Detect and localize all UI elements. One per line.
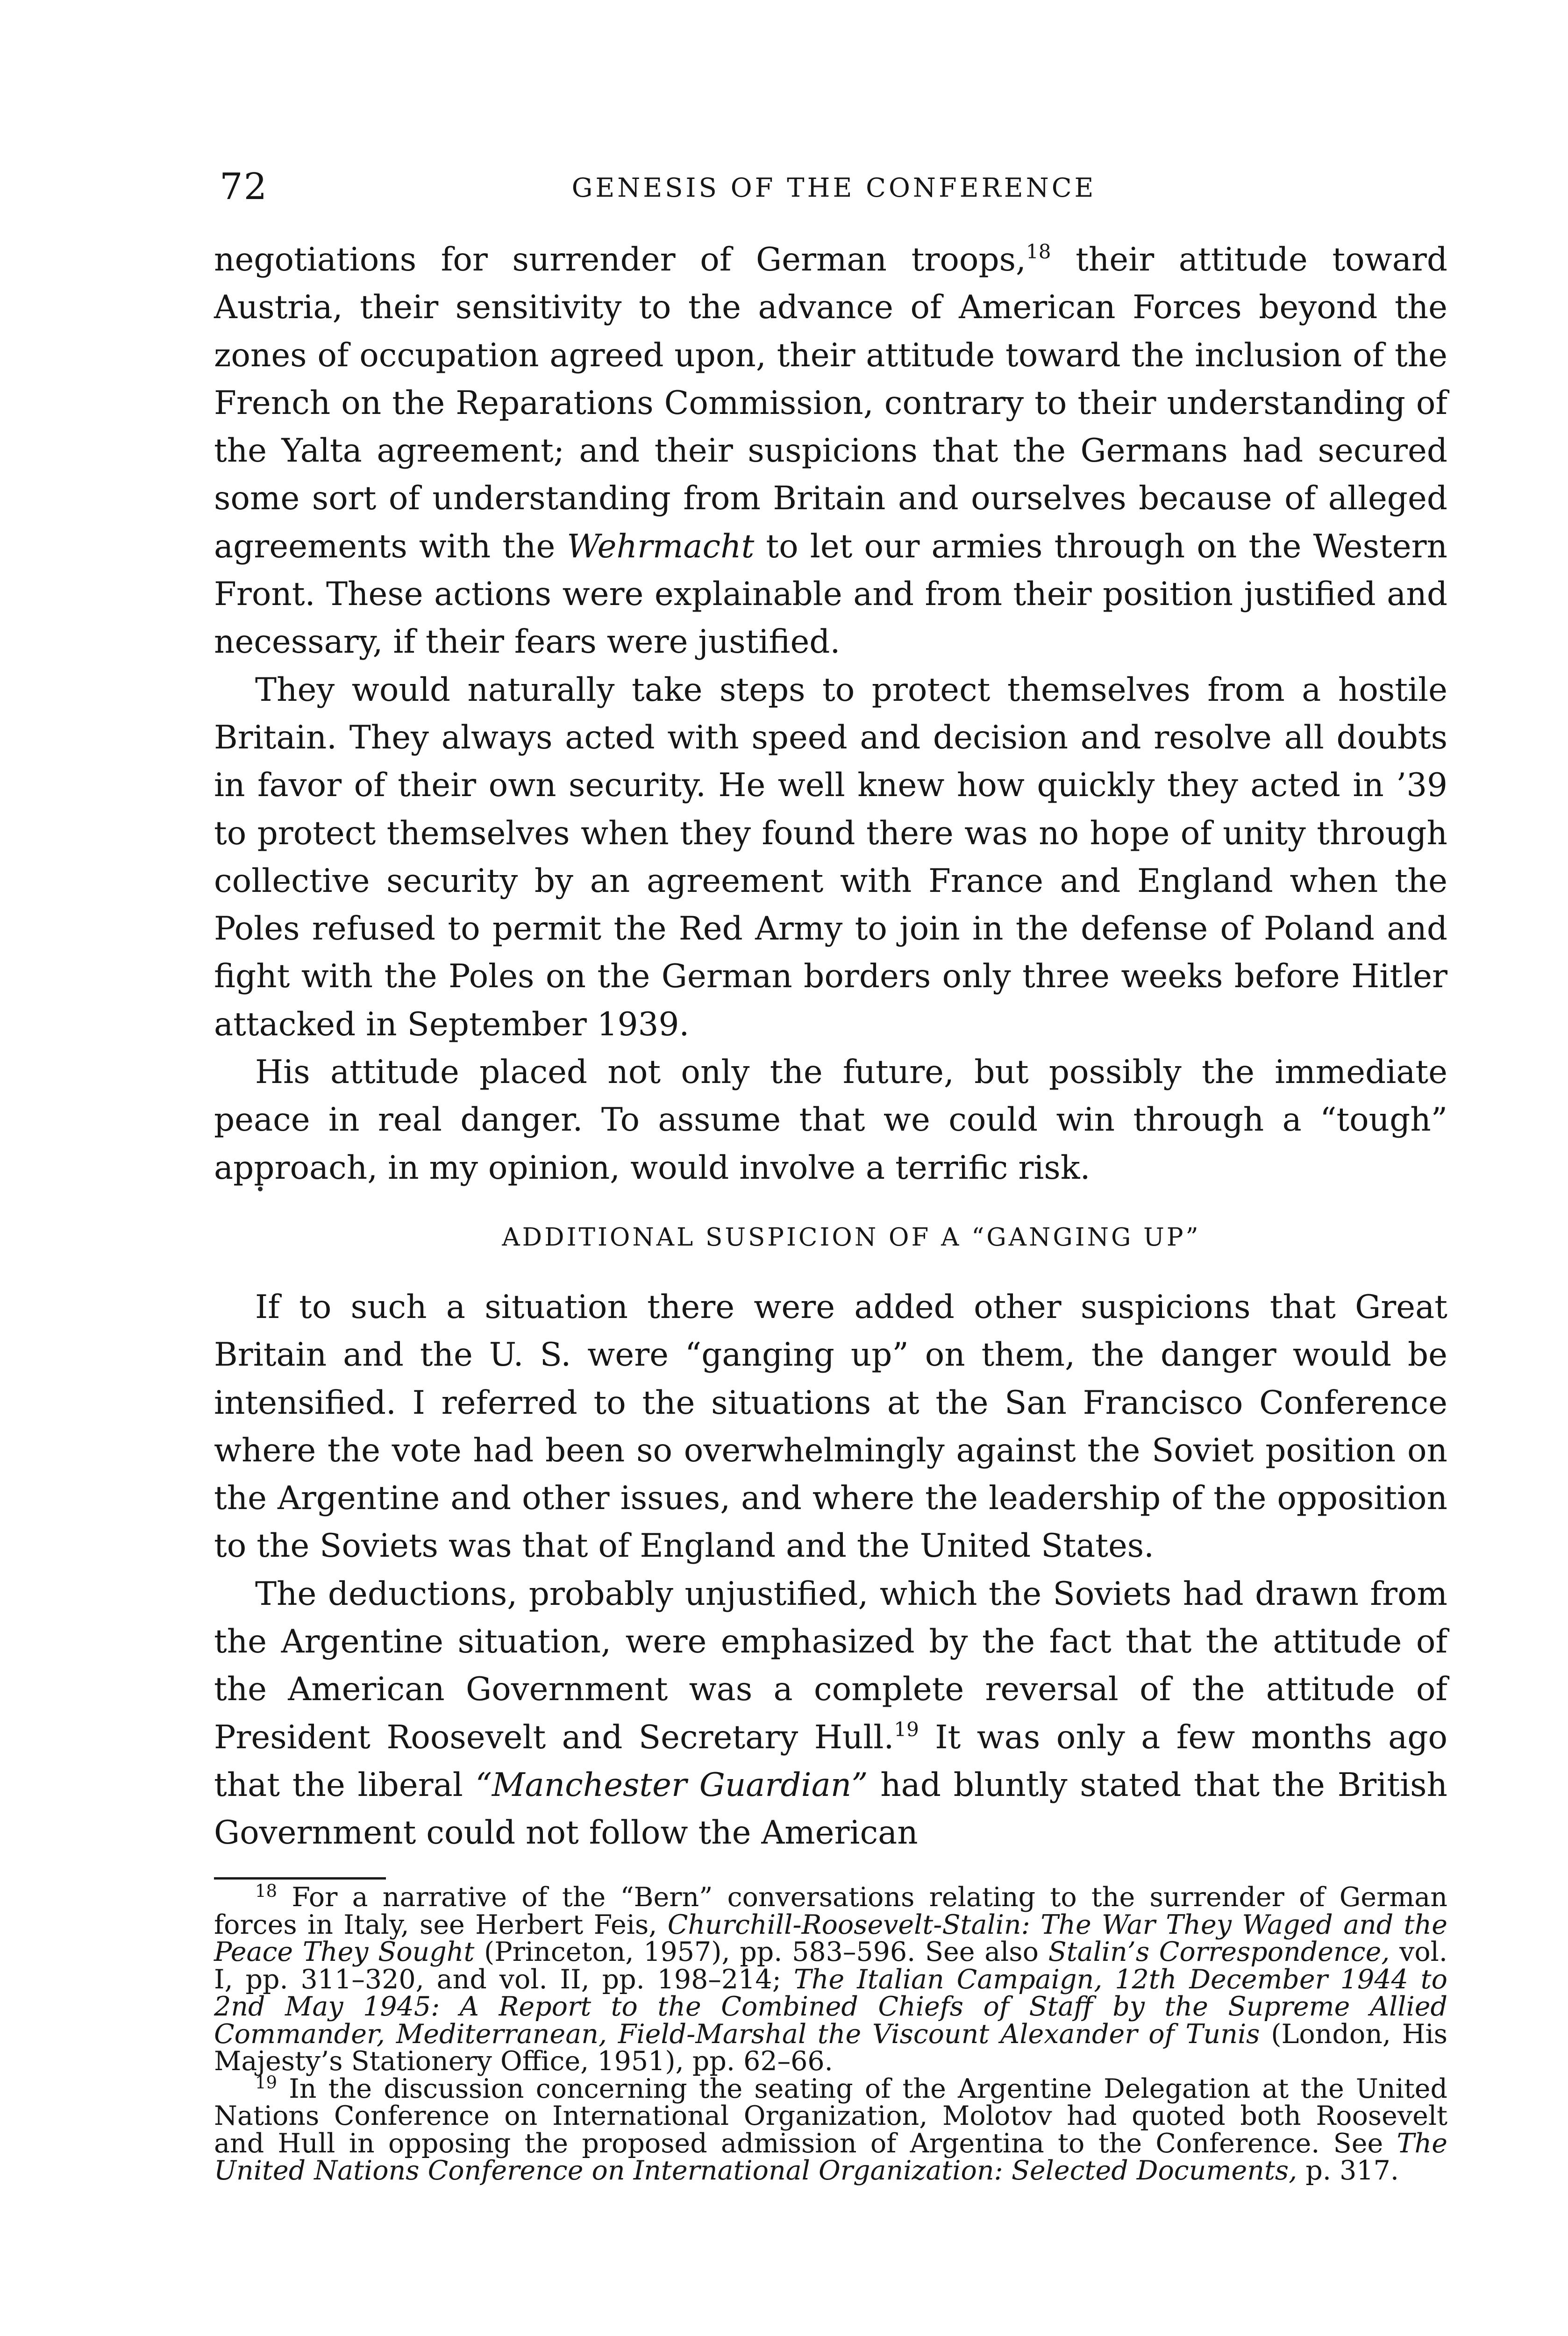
paragraph-3: His attitude placed not only the future, but possibly the immediate peace in real danger. To assume that we could win through a “tough” approach, in my opinion, would involve a terrific risk.	[214, 1054, 1447, 1187]
footnote-ref-19: 19	[894, 1717, 919, 1741]
footnote-18	[214, 1881, 1447, 2077]
footnote-18-text-b: (Princeton, 1957), pp. 583–596. See also	[474, 1937, 1048, 1967]
paragraph-5-text-b: It was only a few months ago that the liberal	[214, 1718, 1447, 1804]
footnote-rule	[214, 1877, 386, 1880]
footnote-19-italic-1: The United Nations Conference on International Organization: Selected Documents,	[214, 2128, 1447, 2186]
paragraph-2: They would naturally take steps to protect themselves from a hostile Britain. They always acted with speed and decision and resolve all doubts in favor of their own security. He well knew how quickly they acted in ’39 to protect themselves when they found there was no hope of unity through collective security by an agreement with France and England when the Poles refused to permit the Red Army to join in the defense of Poland and fight with the Poles on the German borders only three weeks before Hitler attacked in September 1939.	[214, 671, 1447, 1043]
page-number: 72	[220, 166, 268, 208]
footnote-18-italic-3: The Italian Campaign, 12th December 1944 to 2nd May 1945: A Report to the Combined Chiefs of Staff by the Supreme Allied Commander, Mediterranean, Field-Marshal the Viscount Alexander of Tunis	[214, 1964, 1447, 2050]
paragraph-5-italic: “Manchester Guardian”	[475, 1766, 868, 1804]
running-head: GENESIS OF THE CONFERENCE	[571, 173, 1097, 203]
footnote-18-italic-2: Stalin’s Correspondence,	[1048, 1937, 1390, 1967]
footnote-19	[214, 2072, 1447, 2186]
footnote-18-text-c: vol. I, pp. 311–320, and vol. II, pp. 198–214;	[214, 1937, 1447, 1995]
paragraph-5-text-c: had bluntly stated that the British Government could not follow the American	[214, 1766, 1447, 1852]
footnote-18-italic-1: Churchill-Roosevelt-Stalin: The War They Waged and the Peace They Sought	[214, 1909, 1447, 1967]
footnote-19-text-b: p. 317.	[1297, 2155, 1399, 2186]
paragraph-4: If to such a situation there were added other suspicions that Great Britain and the U. S. were “ganging up” on them, the danger would be intensified. I referred to the situations at the San Francisco Conference where the vote had been so overwhelmingly against the Soviet position on the Argentine and other issues, and where the leadership of the opposition to the Soviets was that of England and the United States.	[214, 1288, 1447, 1565]
paragraph-1-text-a: negotiations for surrender of German troops,	[214, 241, 1026, 278]
footnote-19-text-a: In the discussion concerning the seating of the Argentine Delegation at the United Nations Conference on International Organization, Molotov had quoted both Roosevelt and Hull in opposing the proposed admission of Argentina to the Conference. See	[214, 2073, 1447, 2159]
footnotes	[214, 1881, 1447, 2186]
footnote-18-text-a: For a narrative of the “Bern” conversations relating to the surrender of German forces in Italy, see Herbert Feis,	[214, 1882, 1447, 1940]
footnote-19-number: 19	[255, 2072, 278, 2093]
footnote-18-text-d: (London, His Majesty’s Stationery Office, 1951), pp. 62–66.	[214, 2018, 1447, 2077]
paragraph-5	[214, 1570, 1447, 1857]
paragraph-1-text-b: their attitude toward Austria, their sensitivity to the advance of American Forces beyond the zones of occupation agreed upon, their attitude toward the inclusion of the French on the Reparations Commission, contrary to their understanding of the Yalta agreement; and their suspicions that the Germans had secured some sort of understanding from Britain and ourselves because of alleged agreements with the	[214, 241, 1447, 565]
paragraph-5-text-a: The deductions, probably unjustified, which the Soviets had drawn from the Argentine situation, were emphasized by the fact that the attitude of the American Government was a complete reversal of the attitude of President Roosevelt and Secretary Hull.	[214, 1575, 1447, 1756]
page-header	[220, 161, 1448, 213]
paragraph-1-italic: Wehrmacht	[567, 527, 755, 565]
footnote-18-number: 18	[255, 1881, 278, 1901]
body-text	[214, 236, 1447, 1857]
section-subheading: ADDITIONAL SUSPICION OF A “GANGING UP”	[502, 1223, 1201, 1252]
paragraph-1-text-c: to let our armies through on the Western Front. These actions were explainable and from their position justified and necessary, if their fears were justified.	[214, 527, 1447, 661]
footnote-ref-18: 18	[1026, 240, 1051, 263]
paragraph-1	[214, 236, 1447, 666]
ink-mark	[258, 1187, 263, 1191]
